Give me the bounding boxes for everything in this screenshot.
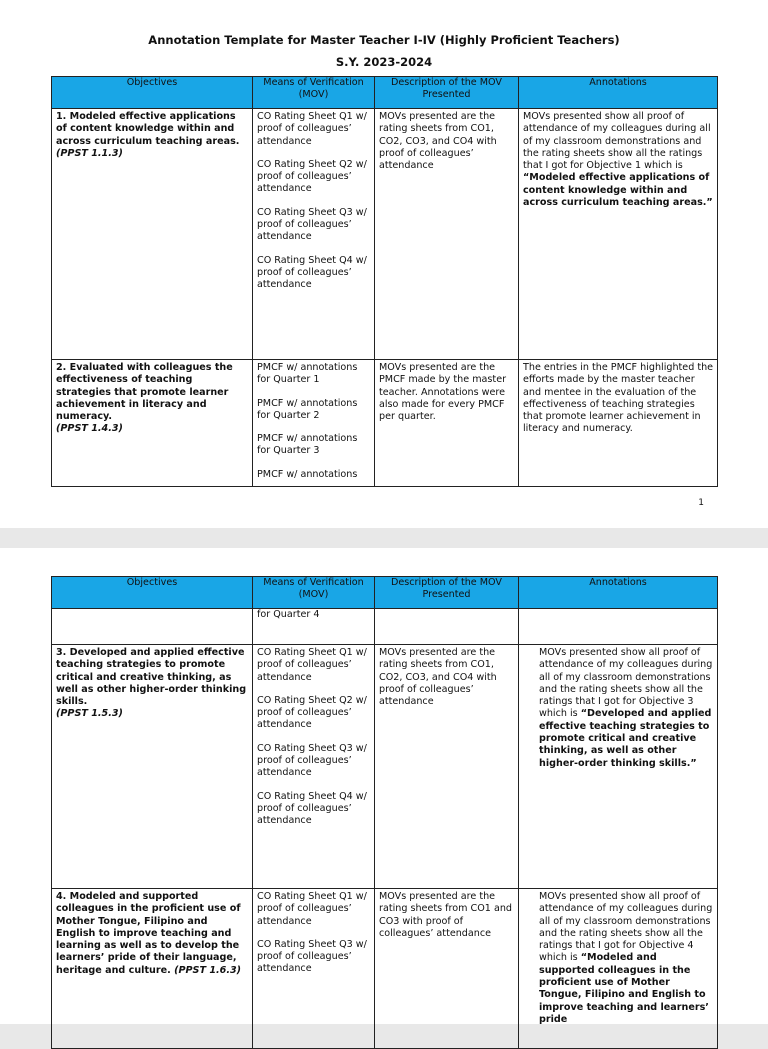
annotation-quote: “Modeled effective applications of content knowledge within and across curriculum teaching areas.”	[523, 172, 713, 209]
header-annotations: Annotations	[519, 77, 718, 109]
table-header-row	[52, 577, 718, 609]
annotation-cell	[519, 889, 718, 1049]
annotation-quote: “Developed and applied effective teaching strategies to promote critical and creative thinking, as well as other higher-order thinking skills.”	[539, 708, 712, 769]
header-objectives: Objectives	[52, 77, 253, 109]
mov-item: CO Rating Sheet Q4 w/ proof of colleagues’ attendance	[257, 790, 367, 827]
ppst-code: (PPST 1.5.3)	[56, 708, 123, 720]
mov-cell	[253, 645, 375, 889]
document-page-2	[0, 548, 768, 1024]
mov-item: CO Rating Sheet Q4 w/ proof of colleagues’ attendance	[257, 254, 367, 291]
description-cell	[375, 609, 519, 645]
ppst-code: (PPST 1.1.3)	[56, 147, 123, 159]
school-year: S.Y. 2023-2024	[335, 55, 433, 69]
description-cell: MOVs presented are the rating sheets from CO1 and CO3 with proof of colleagues’ attendance	[375, 889, 519, 1049]
objective-text: 2. Evaluated with colleagues the effectiveness of teaching strategies that promote learner achievement in literacy and numeracy.	[56, 362, 233, 423]
header-mov: Means of Verification (MOV)	[253, 77, 375, 109]
mov-item: PMCF w/ annotations for Quarter 1	[257, 362, 358, 386]
mov-cell	[253, 889, 375, 1049]
document-title: Annotation Template for Master Teacher I-IV (Highly Proficient Teachers)	[148, 33, 620, 47]
objective-cell	[52, 360, 253, 487]
table-header-row	[52, 77, 718, 109]
description-cell: MOVs presented are the PMCF made by the master teacher. Annotations were also made for every PMCF per quarter.	[375, 360, 519, 487]
objective-cell	[52, 609, 253, 645]
annotation-quote: “Modeled and supported colleagues in the proficient use of Mother Tongue, Filipino and English to improve teaching and learners’ pride	[539, 952, 709, 1025]
mov-item: CO Rating Sheet Q3 w/ proof of colleagues’ attendance	[257, 206, 367, 243]
annotation-text: MOVs presented show all proof of attendance of my colleagues during all of my classroom demonstrations and the rating sheets show all the ratings that I got for Objective 3 which is	[539, 647, 713, 720]
objective-text: 3. Developed and applied effective teaching strategies to promote critical and creative thinking, as well as other higher-order thinking skills.	[56, 647, 247, 708]
objective-cell	[52, 889, 253, 1049]
table-row	[52, 645, 718, 889]
mov-item: PMCF w/ annotations for Quarter 2	[257, 397, 358, 421]
mov-item: CO Rating Sheet Q3 w/ proof of colleagues’ attendance	[257, 742, 367, 779]
mov-item: PMCF w/ annotations	[257, 468, 358, 480]
description-cell: MOVs presented are the rating sheets from CO1, CO2, CO3, and CO4 with proof of colleagues’ attendance	[375, 109, 519, 360]
table-row	[52, 360, 718, 487]
annotation-table-page-1	[51, 76, 718, 487]
mov-item: CO Rating Sheet Q1 w/ proof of colleagues’ attendance	[257, 647, 367, 683]
mov-item: CO Rating Sheet Q2 w/ proof of colleagues’ attendance	[257, 694, 367, 731]
header-mov: Means of Verification (MOV)	[253, 577, 375, 609]
ppst-code: (PPST 1.6.3)	[174, 964, 242, 976]
mov-item: CO Rating Sheet Q1 w/ proof of colleagues’ attendance	[257, 111, 367, 147]
page-number: 1	[698, 498, 704, 508]
objective-text: 4. Modeled and supported colleagues in the proficient use of Mother Tongue, Filipino and English to improve teaching and learning as well as to develop the learners’ pride of their language, heritage and culture.	[56, 891, 241, 976]
header-objectives: Objectives	[52, 577, 253, 609]
mov-item: CO Rating Sheet Q2 w/ proof of colleagues’ attendance	[257, 158, 367, 195]
annotation-text: MOVs presented show all proof of attendance of my colleagues during all of my classroom demonstrations and the rating sheets show all the ratings that I got for Objective 4 which is	[539, 891, 713, 964]
objective-text: 1. Modeled effective applications of content knowledge within and across curriculum teaching areas.	[56, 111, 240, 147]
annotation-cell	[519, 609, 718, 645]
objective-cell	[52, 645, 253, 889]
description-cell: MOVs presented are the rating sheets from CO1, CO2, CO3, and CO4 with proof of colleagues’ attendance	[375, 645, 519, 889]
objective-cell	[52, 109, 253, 360]
annotation-cell	[519, 645, 718, 889]
annotation-table-page-2	[51, 576, 718, 1049]
mov-cell: for Quarter 4	[253, 609, 375, 645]
mov-item: PMCF w/ annotations for Quarter 3	[257, 433, 358, 457]
header-description: Description of the MOV Presented	[375, 577, 519, 609]
header-description: Description of the MOV Presented	[375, 77, 519, 109]
mov-cell	[253, 360, 375, 487]
mov-item: CO Rating Sheet Q3 w/ proof of colleagues’ attendance	[257, 938, 367, 975]
annotation-cell: The entries in the PMCF highlighted the efforts made by the master teacher and mentee in the evaluation of the effectiveness of teaching strategies that promote learner achievement in literacy and numeracy.	[519, 360, 718, 487]
table-row	[52, 609, 718, 645]
header-annotations: Annotations	[519, 577, 718, 609]
table-row	[52, 109, 718, 360]
mov-item: CO Rating Sheet Q1 w/ proof of colleagues’ attendance	[257, 891, 367, 927]
table-row	[52, 889, 718, 1049]
annotation-cell	[519, 109, 718, 360]
mov-cell	[253, 109, 375, 360]
annotation-text: MOVs presented show all proof of attendance of my colleagues during all of my classroom demonstrations and the rating sheets show all the ratings that I got for Objective 1 which is	[523, 111, 711, 172]
ppst-code: (PPST 1.4.3)	[56, 423, 123, 435]
